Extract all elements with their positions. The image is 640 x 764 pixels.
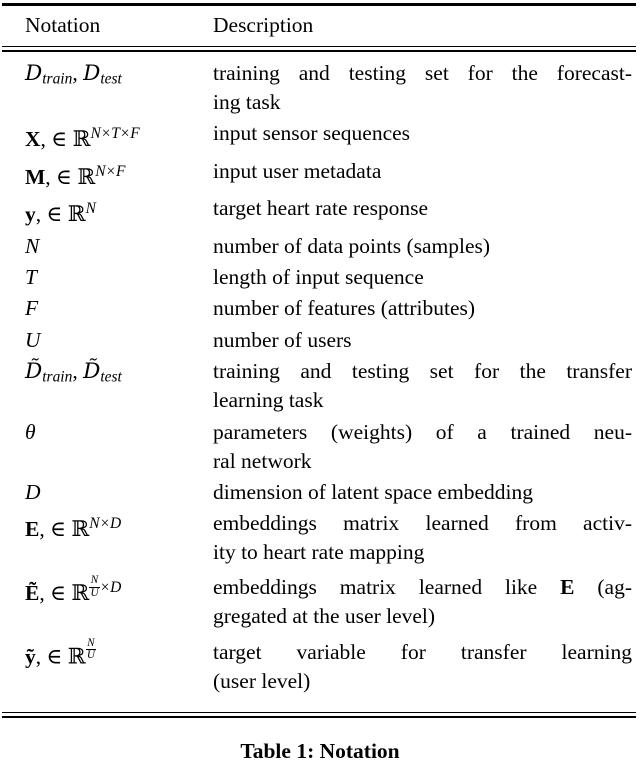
text-segment: N <box>85 200 96 218</box>
notation-cell <box>25 294 213 323</box>
description-line <box>213 667 632 696</box>
table-row <box>0 193 640 230</box>
text-segment: , <box>39 581 51 606</box>
text-segment: ℝ <box>67 644 86 670</box>
notation-cell <box>25 157 213 192</box>
table-row <box>0 633 640 697</box>
description-line <box>213 602 632 631</box>
text-segment: ∈ <box>46 202 68 227</box>
text-segment: dimension of latent space embedding <box>213 479 534 504</box>
table-bottom-rule-thin <box>2 712 636 713</box>
notation-cell <box>25 478 213 507</box>
text-segment: parameters (weights) of a trained neu- <box>213 419 632 444</box>
notation-line <box>25 294 213 323</box>
table-row <box>0 356 640 416</box>
table-row <box>0 568 640 632</box>
description-cell <box>213 509 632 567</box>
text-segment: training and testing set for the forecast- <box>213 60 632 85</box>
notation-cell <box>25 357 213 415</box>
text-segment: input user metadata <box>213 158 382 183</box>
description-line <box>213 119 632 148</box>
text-segment: number of features (attributes) <box>213 296 476 321</box>
text-segment: , <box>35 644 47 669</box>
notation-cell <box>25 638 213 696</box>
fraction <box>89 575 99 599</box>
text-segment: gregated at the user level) <box>213 604 436 629</box>
description-line <box>213 294 632 323</box>
notation-cell <box>25 194 213 229</box>
text-segment: (ag- <box>574 575 632 600</box>
text-segment: ∈ <box>46 644 68 669</box>
text-segment: ∈ <box>50 581 72 606</box>
description-cell <box>213 263 632 292</box>
table-row <box>0 293 640 324</box>
fraction-denominator: U <box>90 586 99 599</box>
description-line <box>213 88 632 117</box>
text-segment: N×D <box>89 515 122 533</box>
notation-line <box>25 326 213 355</box>
text-segment: ℝ <box>72 127 91 153</box>
text-segment: X <box>25 127 41 152</box>
notation-line <box>25 638 213 671</box>
notation-cell <box>25 119 213 154</box>
fraction-numerator: N <box>90 574 99 587</box>
description-line <box>213 509 632 538</box>
description-cell <box>213 59 632 117</box>
text-segment: , <box>72 60 84 85</box>
text-segment: , <box>35 202 47 227</box>
text-segment: , <box>45 164 57 189</box>
text-segment: ing task <box>213 89 281 114</box>
table-row <box>0 325 640 356</box>
text-segment: N×F <box>95 162 126 180</box>
text-segment: , <box>39 517 51 542</box>
table-row <box>0 58 640 118</box>
text-segment: number of data points (samples) <box>213 233 491 258</box>
text-segment: ral network <box>213 448 312 473</box>
text-segment: ℝ <box>71 581 90 607</box>
text-segment: target variable for transfer learning <box>213 639 632 664</box>
notation-cell <box>25 573 213 631</box>
notation-line <box>25 509 213 544</box>
text-segment: U <box>25 327 41 352</box>
description-cell <box>213 157 632 192</box>
text-segment: D <box>25 60 43 86</box>
table-caption: Table 1: Notation <box>240 738 400 763</box>
text-segment: ity to heart rate mapping <box>213 540 425 565</box>
table-header-row <box>0 6 640 46</box>
description-line <box>213 638 632 667</box>
table-row <box>0 508 640 568</box>
description-line <box>213 157 632 186</box>
text-segment: D <box>83 60 101 86</box>
description-line <box>213 418 632 447</box>
notation-line <box>25 232 213 261</box>
description-line <box>213 326 632 355</box>
text-segment: ℝ <box>67 202 86 228</box>
text-segment: ∈ <box>51 127 73 152</box>
text-segment: E <box>25 517 40 542</box>
description-line <box>213 447 632 476</box>
text-segment: ×D <box>99 579 122 597</box>
table-bottom-rule <box>2 712 636 718</box>
fraction-numerator: N <box>87 636 95 649</box>
description-cell <box>213 194 632 229</box>
text-segment: learning task <box>213 388 324 413</box>
text-segment: embeddings matrix learned from activ- <box>213 511 632 536</box>
notation-line <box>25 194 213 229</box>
column-header-description: Description <box>213 13 314 37</box>
notation-line <box>25 418 213 447</box>
description-cell <box>213 326 632 355</box>
text-segment: test <box>100 70 122 88</box>
description-cell <box>213 573 632 631</box>
description-cell <box>213 232 632 261</box>
text-segment: number of users <box>213 327 352 352</box>
fraction <box>86 638 96 662</box>
table-body <box>0 52 640 705</box>
notation-line <box>25 157 213 192</box>
text-segment: test <box>100 368 122 386</box>
text-segment: ∈ <box>50 517 72 542</box>
description-cell <box>213 357 632 415</box>
notation-cell <box>25 232 213 261</box>
description-line <box>213 478 632 507</box>
text-segment: D̃ <box>25 359 43 385</box>
description-cell <box>213 638 632 696</box>
text-segment: T <box>25 265 37 289</box>
notation-line <box>25 263 213 292</box>
table-row <box>0 477 640 508</box>
text-segment: ℝ <box>77 164 96 190</box>
text-segment: F <box>25 296 39 321</box>
notation-table <box>0 3 640 718</box>
notation-cell <box>25 263 213 292</box>
text-segment: y <box>25 202 36 227</box>
text-segment: D̃ <box>83 359 101 385</box>
description-line <box>213 194 632 223</box>
notation-line <box>25 478 213 507</box>
table-row <box>0 416 640 476</box>
text-segment: , <box>72 359 84 384</box>
fraction-denominator: U <box>86 649 95 662</box>
description-line <box>213 232 632 261</box>
text-segment: target heart rate response <box>213 196 429 221</box>
description-cell <box>213 119 632 154</box>
text-segment: train <box>42 70 73 88</box>
text-segment: ℝ <box>71 517 90 543</box>
notation-line <box>25 59 213 93</box>
text-segment: ỹ <box>25 644 36 669</box>
table-row <box>0 230 640 261</box>
paper-page <box>0 3 640 763</box>
text-segment: length of input sequence <box>213 265 424 289</box>
notation-cell <box>25 509 213 567</box>
text-segment: embeddings matrix learned like <box>213 575 561 600</box>
description-line <box>213 357 632 386</box>
description-cell <box>213 294 632 323</box>
text-segment: M <box>25 164 46 189</box>
description-line <box>213 263 632 292</box>
notation-line <box>25 119 213 154</box>
column-header-notation: Notation <box>25 13 101 37</box>
notation-line <box>25 573 213 608</box>
text-segment: D <box>25 479 41 504</box>
text-segment: θ <box>25 419 36 444</box>
notation-cell <box>25 326 213 355</box>
text-segment: training and testing set for the transfer <box>213 359 632 384</box>
description-cell <box>213 418 632 476</box>
description-cell <box>213 478 632 507</box>
text-segment: N×T×F <box>90 125 140 143</box>
text-segment: E <box>560 575 575 600</box>
text-segment: (user level) <box>213 668 311 693</box>
text-segment: , <box>40 127 52 152</box>
header-separator-rule-thin <box>2 46 636 47</box>
text-segment: input sensor sequences <box>213 121 411 146</box>
text-segment: ∈ <box>56 164 78 189</box>
table-bottom-rule-thick <box>2 716 636 718</box>
text-segment: N <box>25 233 40 258</box>
description-line <box>213 386 632 415</box>
notation-cell <box>25 418 213 476</box>
table-row <box>0 118 640 155</box>
text-segment: Ẽ <box>25 581 40 606</box>
text-segment: train <box>42 368 73 386</box>
notation-cell <box>25 59 213 117</box>
table-row <box>0 156 640 193</box>
notation-line <box>25 357 213 391</box>
description-line <box>213 573 632 602</box>
description-line <box>213 59 632 88</box>
table-row <box>0 262 640 293</box>
description-line <box>213 538 632 567</box>
